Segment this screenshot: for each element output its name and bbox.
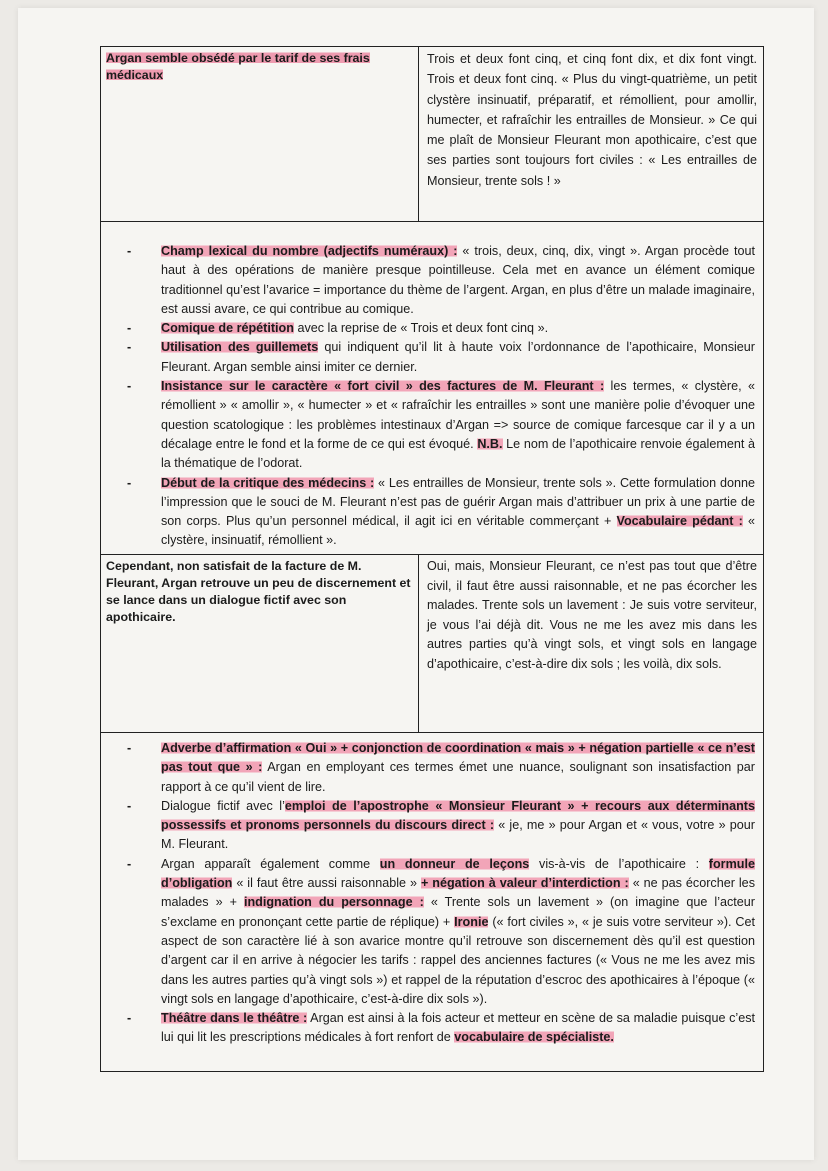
section-1-quote: Trois et deux font cinq, et cinq font dix, et dix font vingt. Trois et deux font cinq. « Plus du vingt-quatrième, un petit clystère insinuatif, préparatif, et rémollient, pour amollir, humecter, et rafraîchir les entrailles de Monsieur. » Ce qui me plaît de Monsieur Fleurant mon apothicaire, c’est que ses parties sont toujours fort civiles : « Les entrailles de Monsieur, trente sols ! »: [427, 52, 757, 188]
note-item: - Insistance sur le caractère « fort civil » des factures de M. Fleurant : les termes, « clystère, « rémollient » « amollir », « humecter » et « rafraîchir les entrailles » sont une manière polie d’évoquer une question scatologique : les problèmes intestinaux d’Argan => source de comique farcesque car il y a un décalage entre le fond et la forme de ce qui est évoqué. N.B. Le nom de l’apothicaire renvoie également à la thématique de l’odorat.: [161, 377, 755, 473]
notes-1-row: [101, 222, 763, 555]
notes-2-row: [101, 733, 763, 1071]
section-1-heading-text: Argan semble obsédé par le tarif de ses frais médicaux: [106, 51, 370, 82]
note-item: - Adverbe d’affirmation « Oui » + conjonction de coordination « mais » + négation partielle « ce n’est pas tout que » : Argan en employant ces termes émet une nuance, soulignant son insatisfaction par rapport à ce qu’il vient de lire.: [161, 739, 755, 797]
section-2-quote: Oui, mais, Monsieur Fleurant, ce n’est pas tout que d’être civil, il faut être aussi raisonnable, et ne pas écorcher les malades. Trente sols un lavement : Je suis votre serviteur, je vous l’ai déjà dit. Vous ne me les avez mis dans les autres parties qu’à vingt sols, et vingt sols en langage d’apothicaire, c’est-à-dire dix sols ; les voilà, dix sols.: [427, 559, 757, 671]
section-1-row: [101, 47, 763, 222]
note-item: - Argan apparaît également comme un donneur de leçons vis-à-vis de l’apothicaire : formule d’obligation « il faut être aussi raisonnable » + négation à valeur d’interdiction : « ne pas écorcher les malades » + indignation du personnage : « Trente sols un lavement » (on imagine que l’acteur s’exclame en prononçant cette partie de réplique) + Ironie (« fort civiles », « je suis votre serviteur »). Cet aspect de son caractère lié à son avarice montre qu’il retrouve son discernement dès qu’il est question d’argent car il en arrive à négocier les tarifs : rappel des anciennes factures (« Vous ne me les avez mis dans les autres parties qu’à vingt sols ») et rappel de la réputation d’escroc des apothicaires à l’époque (« vingt sols en langage d’apothicaire, c’est-à-dire dix sols »).: [161, 855, 755, 1009]
notes-2: [161, 739, 755, 1048]
note-item: - Théâtre dans le théâtre : Argan est ainsi à la fois acteur et metteur en scène de sa maladie puisque c’est lui qui lit les prescriptions médicales à fort renfort de vocabulaire de spécialiste.: [161, 1009, 755, 1048]
note-item: - Début de la critique des médecins : « Les entrailles de Monsieur, trente sols ». Cette formulation donne l’impression que le souci de M. Fleurant n’est pas de guérir Argan mais d’attribuer un prix à une partie de son corps. Plus qu’un personnel médical, il agit ici en véritable commerçant + Vocabulaire pédant : « clystère, insinuatif, rémollient ».: [161, 474, 755, 551]
document-page: [18, 8, 814, 1160]
note-item: - Champ lexical du nombre (adjectifs numéraux) : « trois, deux, cinq, dix, vingt ». Argan procède tout haut à des opérations de manière presque pointilleuse. Cela met en avance un élément comique traditionnel qu’est l’avarice = importance du thème de l’argent. Argan, en plus d’être un malade imaginaire, est aussi avare, ce qui contribue au comique.: [161, 242, 755, 319]
notes-1: [161, 242, 755, 551]
analysis-table: [100, 46, 764, 1072]
note-item: - Comique de répétition avec la reprise de « Trois et deux font cinq ».: [161, 319, 755, 338]
note-item: - Dialogue fictif avec l’emploi de l’apostrophe « Monsieur Fleurant » + recours aux déterminants possessifs et pronoms personnels du discours direct : « je, me » pour Argan et « vous, votre » pour M. Fleurant.: [161, 797, 755, 855]
section-2-row: [101, 555, 763, 733]
note-item: - Utilisation des guillemets qui indiquent qu’il lit à haute voix l’ordonnance de l’apothicaire, Monsieur Fleurant. Argan semble ainsi imiter ce dernier.: [161, 338, 755, 377]
section-2-heading: Cependant, non satisfait de la facture de M. Fleurant, Argan retrouve un peu de discernement et se lance dans un dialogue fictif avec son apothicaire.: [101, 555, 419, 732]
section-1-heading: [101, 47, 419, 221]
